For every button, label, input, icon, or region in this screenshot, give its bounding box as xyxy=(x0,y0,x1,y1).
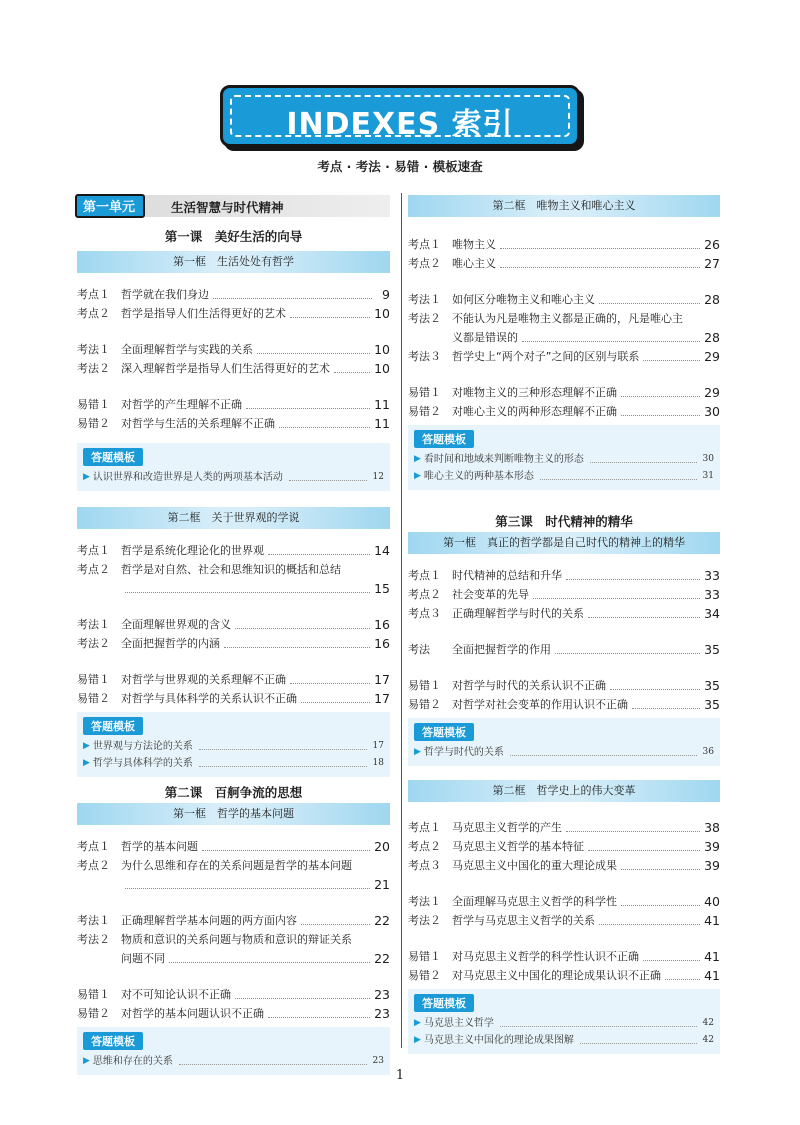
entry-page: 16 xyxy=(374,617,390,632)
entry-code: 考点２ xyxy=(77,859,110,872)
toc-entry[interactable] xyxy=(408,892,720,911)
toc-entry-continuation xyxy=(77,579,390,598)
toc-entry-continuation xyxy=(408,328,720,347)
dot-leader xyxy=(566,579,700,580)
dot-leader xyxy=(289,480,367,481)
template-name: 认识世界和改造世界是人类的两项基本活动 xyxy=(92,472,283,483)
template-page: 18 xyxy=(372,758,384,768)
dot-leader xyxy=(169,962,370,963)
dot-leader xyxy=(632,708,700,709)
toc-entry-continuation xyxy=(77,949,390,968)
entry-code: 考点１ xyxy=(77,840,110,853)
dot-leader xyxy=(580,1043,697,1044)
entry-name: 对唯物主义的三种形态理解不正确 xyxy=(452,386,617,399)
entry-page: 35 xyxy=(704,642,720,657)
entry-name: 对马克思主义哲学的科学性认识不正确 xyxy=(452,950,639,963)
yicuo-group xyxy=(77,395,390,433)
dot-leader xyxy=(213,298,372,299)
dot-leader xyxy=(125,592,370,593)
entry-page: 38 xyxy=(704,820,720,835)
entry-page: 28 xyxy=(704,292,720,307)
toc-entry[interactable] xyxy=(77,541,390,560)
entry-name: 哲学是指导人们生活得更好的艺术 xyxy=(121,307,286,320)
toc-entry[interactable] xyxy=(77,359,390,378)
template-name: 唯心主义的两种基本形态 xyxy=(423,471,534,482)
yicuo-group xyxy=(408,676,720,714)
toc-entry[interactable] xyxy=(408,383,720,402)
frame-entries xyxy=(408,217,720,490)
triangle-bullet-icon: ▶ xyxy=(83,758,90,768)
toc-entry[interactable] xyxy=(408,585,720,604)
kaodian-group xyxy=(408,235,720,273)
toc-entry[interactable] xyxy=(77,634,390,653)
entry-code: 考点１ xyxy=(77,544,110,557)
triangle-bullet-icon: ▶ xyxy=(414,454,421,464)
entry-name: 正确理解哲学与时代的关系 xyxy=(452,607,584,620)
dot-leader xyxy=(621,869,700,870)
entry-page: 14 xyxy=(374,543,390,558)
frame-title: 第二框 哲学史上的伟大变革 xyxy=(408,780,720,802)
entry-page: 33 xyxy=(704,568,720,583)
entry-page: 39 xyxy=(704,839,720,854)
entry-code: 考点１ xyxy=(408,569,441,582)
entry-page: 33 xyxy=(704,587,720,602)
toc-entry[interactable] xyxy=(77,911,390,930)
toc-entry[interactable] xyxy=(408,604,720,623)
template-page: 23 xyxy=(372,1056,384,1066)
entry-code: 易错２ xyxy=(77,692,110,705)
template-page: 31 xyxy=(702,471,714,481)
dot-leader xyxy=(643,360,700,361)
template-entry[interactable] xyxy=(83,469,384,486)
entry-code: 考法２ xyxy=(408,914,441,927)
entry-page: 35 xyxy=(704,678,720,693)
entry-page: 41 xyxy=(704,913,720,928)
entry-name: 哲学是对自然、社会和思维知识的概括和总结 xyxy=(121,563,341,576)
toc-entry[interactable] xyxy=(408,856,720,875)
dot-leader xyxy=(522,341,700,342)
entry-code: 易错１ xyxy=(77,988,110,1001)
entry-name: 马克思主义哲学的基本特征 xyxy=(452,840,584,853)
entry-name: 全面理解世界观的含义 xyxy=(121,618,231,631)
kaodian-group xyxy=(408,566,720,623)
entry-name: 哲学与马克思主义哲学的关系 xyxy=(452,914,595,927)
entry-page: 17 xyxy=(374,672,390,687)
template-name: 马克思主义中国化的理论成果图解 xyxy=(423,1035,574,1046)
entry-name: 对哲学的产生理解不正确 xyxy=(121,398,242,411)
entry-page: 29 xyxy=(704,349,720,364)
entry-page: 35 xyxy=(704,697,720,712)
entry-code: 考法２ xyxy=(77,933,110,946)
dot-leader xyxy=(599,303,700,304)
template-entry[interactable] xyxy=(83,738,384,755)
frame-entries xyxy=(408,802,720,1054)
dot-leader xyxy=(500,248,700,249)
entry-code: 考点３ xyxy=(408,607,441,620)
entry-code: 考法１ xyxy=(408,895,441,908)
kaodian-group xyxy=(408,818,720,875)
triangle-bullet-icon: ▶ xyxy=(83,1056,90,1066)
frame-entries xyxy=(77,529,390,777)
dot-leader xyxy=(599,924,700,925)
yicuo-group xyxy=(77,985,390,1023)
entry-code: 考法２ xyxy=(77,362,110,375)
entry-page: 29 xyxy=(704,385,720,400)
frame-entries xyxy=(77,273,390,491)
template-name: 哲学与时代的关系 xyxy=(423,747,504,758)
dot-leader xyxy=(246,408,370,409)
dot-leader xyxy=(257,353,370,354)
entry-code: 易错２ xyxy=(408,405,441,418)
entry-code: 考点２ xyxy=(408,840,441,853)
unit-title: 生活智慧与时代精神 xyxy=(171,200,284,215)
dot-leader xyxy=(224,647,370,648)
entry-code: 考法２ xyxy=(408,312,441,325)
entry-code: 易错２ xyxy=(77,1007,110,1020)
frame-title: 第一框 哲学的基本问题 xyxy=(77,803,390,825)
dot-leader xyxy=(500,267,700,268)
toc-entry[interactable] xyxy=(408,254,720,273)
toc-entry[interactable] xyxy=(77,670,390,689)
dot-leader xyxy=(588,850,700,851)
dot-leader xyxy=(590,462,697,463)
entry-code: 考点２ xyxy=(77,563,110,576)
entry-name: 对哲学的基本问题认识不正确 xyxy=(121,1007,264,1020)
entry-name: 哲学就在我们身边 xyxy=(121,288,209,301)
template-entry[interactable] xyxy=(83,755,384,772)
dot-leader xyxy=(202,850,370,851)
entry-page: 9 xyxy=(382,287,390,302)
dot-leader xyxy=(500,1026,697,1027)
entry-page: 39 xyxy=(704,858,720,873)
entry-code: 考法１ xyxy=(77,343,110,356)
answer-template-label: 答题模板 xyxy=(414,723,474,741)
template-name: 哲学与具体科学的关系 xyxy=(92,758,193,769)
answer-template-label: 答题模板 xyxy=(83,448,143,466)
kaofa-group xyxy=(77,615,390,653)
triangle-bullet-icon: ▶ xyxy=(414,1035,421,1045)
toc-entry[interactable] xyxy=(77,285,390,304)
entry-code: 易错１ xyxy=(77,673,110,686)
column-divider xyxy=(401,193,402,1048)
dot-leader xyxy=(621,905,700,906)
entry-page: 21 xyxy=(374,877,390,892)
toc-entry[interactable] xyxy=(77,689,390,708)
dot-leader xyxy=(621,396,700,397)
entry-page: 10 xyxy=(374,306,390,321)
entry-page: 26 xyxy=(704,237,720,252)
entry-code: 易错１ xyxy=(408,679,441,692)
entry-name: 对马克思主义中国化的理论成果认识不正确 xyxy=(452,969,661,982)
entry-page: 40 xyxy=(704,894,720,909)
toc-entry[interactable] xyxy=(77,560,390,579)
dot-leader xyxy=(125,888,370,889)
page-subtitle: 考点 · 考法 · 易错 · 模板速查 xyxy=(317,159,483,174)
dot-leader xyxy=(301,702,370,703)
entry-code: 易错２ xyxy=(408,969,441,982)
entry-code: 易错２ xyxy=(408,698,441,711)
entry-name: 全面把握哲学的作用 xyxy=(452,643,551,656)
entry-page: 23 xyxy=(374,1006,390,1021)
template-entry[interactable] xyxy=(414,744,714,761)
entry-code: 考点２ xyxy=(408,588,441,601)
answer-template-label: 答题模板 xyxy=(83,1032,143,1050)
kaodian-group xyxy=(77,285,390,323)
dot-leader xyxy=(268,554,370,555)
entry-code: 易错１ xyxy=(77,398,110,411)
template-name: 世界观与方法论的关系 xyxy=(92,741,193,752)
toc-entry[interactable] xyxy=(408,640,720,659)
entry-page: 22 xyxy=(374,951,390,966)
frame-title: 第二框 唯物主义和唯心主义 xyxy=(408,195,720,217)
frame-title: 第一框 真正的哲学都是自己时代的精神上的精华 xyxy=(408,532,720,554)
entry-name: 为什么思维和存在的关系问题是哲学的基本问题 xyxy=(121,859,352,872)
toc-entry[interactable] xyxy=(77,414,390,433)
entry-code: 考点２ xyxy=(408,257,441,270)
entry-page: 11 xyxy=(374,416,390,431)
dot-leader xyxy=(643,960,700,961)
dot-leader xyxy=(235,628,370,629)
toc-entry[interactable] xyxy=(408,966,720,985)
dot-leader xyxy=(621,415,700,416)
yicuo-group xyxy=(77,670,390,708)
template-page: 42 xyxy=(702,1018,714,1028)
entry-name: 深入理解哲学是指导人们生活得更好的艺术 xyxy=(121,362,330,375)
answer-template-label: 答题模板 xyxy=(414,994,474,1012)
entry-name: 义都是错误的 xyxy=(452,331,518,344)
toc-entry[interactable] xyxy=(77,615,390,634)
dot-leader xyxy=(533,598,700,599)
dot-leader xyxy=(199,766,367,767)
entry-code: 考点３ xyxy=(408,859,441,872)
entry-page: 20 xyxy=(374,839,390,854)
template-entry[interactable] xyxy=(414,451,714,468)
toc-entry[interactable] xyxy=(408,235,720,254)
answer-template-box xyxy=(77,712,390,777)
kaodian-group xyxy=(77,837,390,894)
template-page: 36 xyxy=(702,747,714,757)
entry-page: 10 xyxy=(374,361,390,376)
entry-name: 时代精神的总结和升华 xyxy=(452,569,562,582)
entry-name: 马克思主义哲学的产生 xyxy=(452,821,562,834)
toc-entry[interactable] xyxy=(408,695,720,714)
lesson-title: 第一课 美好生活的向导 xyxy=(164,229,303,244)
entry-page: 11 xyxy=(374,397,390,412)
entry-name: 正确理解哲学基本问题的两方面内容 xyxy=(121,914,297,927)
triangle-bullet-icon: ▶ xyxy=(414,747,421,757)
entry-name: 对不可知论认识不正确 xyxy=(121,988,231,1001)
toc-entry[interactable] xyxy=(408,676,720,695)
dot-leader xyxy=(290,317,370,318)
entry-code: 易错２ xyxy=(77,417,110,430)
entry-page: 17 xyxy=(374,691,390,706)
entry-name: 对哲学与世界观的关系理解不正确 xyxy=(121,673,286,686)
entry-code: 考点１ xyxy=(408,821,441,834)
answer-template-label: 答题模板 xyxy=(414,430,474,448)
frame-entries xyxy=(408,554,720,766)
entry-name: 哲学史上“两个对子”之间的区别与联系 xyxy=(452,350,640,363)
template-name: 思维和存在的关系 xyxy=(92,1056,173,1067)
dot-leader xyxy=(555,653,700,654)
frame-title: 第一框 生活处处有哲学 xyxy=(77,251,390,273)
right-column xyxy=(408,195,720,1070)
entry-name: 全面理解马克思主义哲学的科学性 xyxy=(452,895,617,908)
entry-page: 41 xyxy=(704,949,720,964)
left-column xyxy=(77,195,390,1091)
entry-code: 易错１ xyxy=(408,386,441,399)
answer-template-label: 答题模板 xyxy=(83,717,143,735)
toc-entry[interactable] xyxy=(408,818,720,837)
answer-template-box xyxy=(408,425,720,490)
entry-name: 社会变革的先导 xyxy=(452,588,529,601)
dot-leader xyxy=(540,479,697,480)
page-title: INDEXES 索引 xyxy=(286,107,514,142)
entry-page: 15 xyxy=(374,581,390,596)
dot-leader xyxy=(279,427,370,428)
entry-code: 考法１ xyxy=(408,293,441,306)
frame-entries xyxy=(77,825,390,1075)
template-entry[interactable] xyxy=(414,1032,714,1049)
template-page: 17 xyxy=(372,741,384,751)
lesson-title: 第二课 百舸争流的思想 xyxy=(164,785,303,800)
toc-entry[interactable] xyxy=(77,930,390,949)
toc-entry[interactable] xyxy=(408,290,720,309)
toc-entry[interactable] xyxy=(408,566,720,585)
dot-leader xyxy=(199,749,367,750)
toc-entry[interactable] xyxy=(77,304,390,323)
entry-name: 哲学的基本问题 xyxy=(121,840,198,853)
template-entry[interactable] xyxy=(414,468,714,485)
dot-leader xyxy=(290,683,370,684)
entry-name: 物质和意识的关系问题与物质和意识的辩证关系 xyxy=(121,933,352,946)
toc-entry[interactable] xyxy=(408,911,720,930)
entry-code: 考法１ xyxy=(77,914,110,927)
entry-name: 全面理解哲学与实践的关系 xyxy=(121,343,253,356)
entry-code: 考点１ xyxy=(77,288,110,301)
kaofa-group xyxy=(408,892,720,930)
entry-name: 对哲学与生活的关系理解不正确 xyxy=(121,417,275,430)
entry-name: 哲学是系统化理论化的世界观 xyxy=(121,544,264,557)
entry-name: 对哲学与时代的关系认识不正确 xyxy=(452,679,606,692)
kaofa-group xyxy=(408,290,720,366)
unit-tag: 第一单元 xyxy=(75,194,145,218)
entry-page: 41 xyxy=(704,968,720,983)
entry-name: 不能认为凡是唯物主义都是正确的，凡是唯心主 xyxy=(452,312,683,325)
yicuo-group xyxy=(408,947,720,985)
entry-name: 全面把握哲学的内涵 xyxy=(121,637,220,650)
entry-name: 问题不同 xyxy=(121,952,165,965)
toc-entry[interactable] xyxy=(408,402,720,421)
template-page: 30 xyxy=(702,454,714,464)
triangle-bullet-icon: ▶ xyxy=(414,1018,421,1028)
entry-page: 16 xyxy=(374,636,390,651)
triangle-bullet-icon: ▶ xyxy=(83,472,90,482)
entry-page: 23 xyxy=(374,987,390,1002)
entry-page: 22 xyxy=(374,913,390,928)
toc-entry-continuation xyxy=(77,875,390,894)
kaodian-group xyxy=(77,541,390,598)
unit-header xyxy=(77,195,390,217)
entry-code: 考法 xyxy=(408,643,430,656)
page-number: 1 xyxy=(395,1068,405,1083)
dot-leader xyxy=(334,372,370,373)
toc-entry[interactable] xyxy=(408,837,720,856)
kaofa-group xyxy=(77,911,390,968)
dot-leader xyxy=(510,755,697,756)
answer-template-box xyxy=(408,989,720,1054)
toc-entry[interactable] xyxy=(408,309,720,328)
dot-leader xyxy=(235,998,370,999)
entry-code: 考法２ xyxy=(77,637,110,650)
entry-name: 如何区分唯物主义和唯心主义 xyxy=(452,293,595,306)
template-page: 42 xyxy=(702,1035,714,1045)
entry-page: 30 xyxy=(704,404,720,419)
entry-page: 28 xyxy=(704,330,720,345)
entry-page: 27 xyxy=(704,256,720,271)
yicuo-group xyxy=(408,383,720,421)
entry-page: 10 xyxy=(374,342,390,357)
entry-code: 易错１ xyxy=(408,950,441,963)
toc-entry[interactable] xyxy=(77,1004,390,1023)
entry-name: 对哲学与具体科学的关系认识不正确 xyxy=(121,692,297,705)
kaofa-group xyxy=(77,340,390,378)
entry-name: 唯心主义 xyxy=(452,257,496,270)
template-entry[interactable] xyxy=(414,1015,714,1032)
entry-name: 对唯心主义的两种形态理解不正确 xyxy=(452,405,617,418)
toc-entry[interactable] xyxy=(77,837,390,856)
template-page: 12 xyxy=(372,472,384,482)
entry-name: 马克思主义中国化的重大理论成果 xyxy=(452,859,617,872)
kaofa-group xyxy=(408,640,720,659)
entry-code: 考点２ xyxy=(77,307,110,320)
dot-leader xyxy=(665,979,700,980)
dot-leader xyxy=(179,1064,367,1065)
entry-page: 34 xyxy=(704,606,720,621)
frame-title: 第二框 关于世界观的学说 xyxy=(77,507,390,529)
toc-entry[interactable] xyxy=(77,340,390,359)
answer-template-box xyxy=(408,718,720,766)
toc-entry[interactable] xyxy=(408,347,720,366)
dot-leader xyxy=(610,689,700,690)
toc-entry[interactable] xyxy=(77,985,390,1004)
toc-entry[interactable] xyxy=(77,395,390,414)
entry-name: 唯物主义 xyxy=(452,238,496,251)
triangle-bullet-icon: ▶ xyxy=(414,471,421,481)
index-title-banner xyxy=(220,85,580,147)
dot-leader xyxy=(268,1017,370,1018)
dot-leader xyxy=(566,831,700,832)
template-name: 马克思主义哲学 xyxy=(423,1018,494,1029)
dot-leader xyxy=(301,924,370,925)
entry-code: 考法３ xyxy=(408,350,441,363)
answer-template-box xyxy=(77,443,390,491)
dot-leader xyxy=(588,617,700,618)
lesson-title: 第三课 时代精神的精华 xyxy=(495,514,633,529)
entry-name: 对哲学对社会变革的作用认识不正确 xyxy=(452,698,628,711)
entry-code: 考点１ xyxy=(408,238,441,251)
toc-entry[interactable] xyxy=(408,947,720,966)
entry-code: 考法１ xyxy=(77,618,110,631)
triangle-bullet-icon: ▶ xyxy=(83,741,90,751)
toc-entry[interactable] xyxy=(77,856,390,875)
template-name: 看时间和地域来判断唯物主义的形态 xyxy=(423,454,584,465)
